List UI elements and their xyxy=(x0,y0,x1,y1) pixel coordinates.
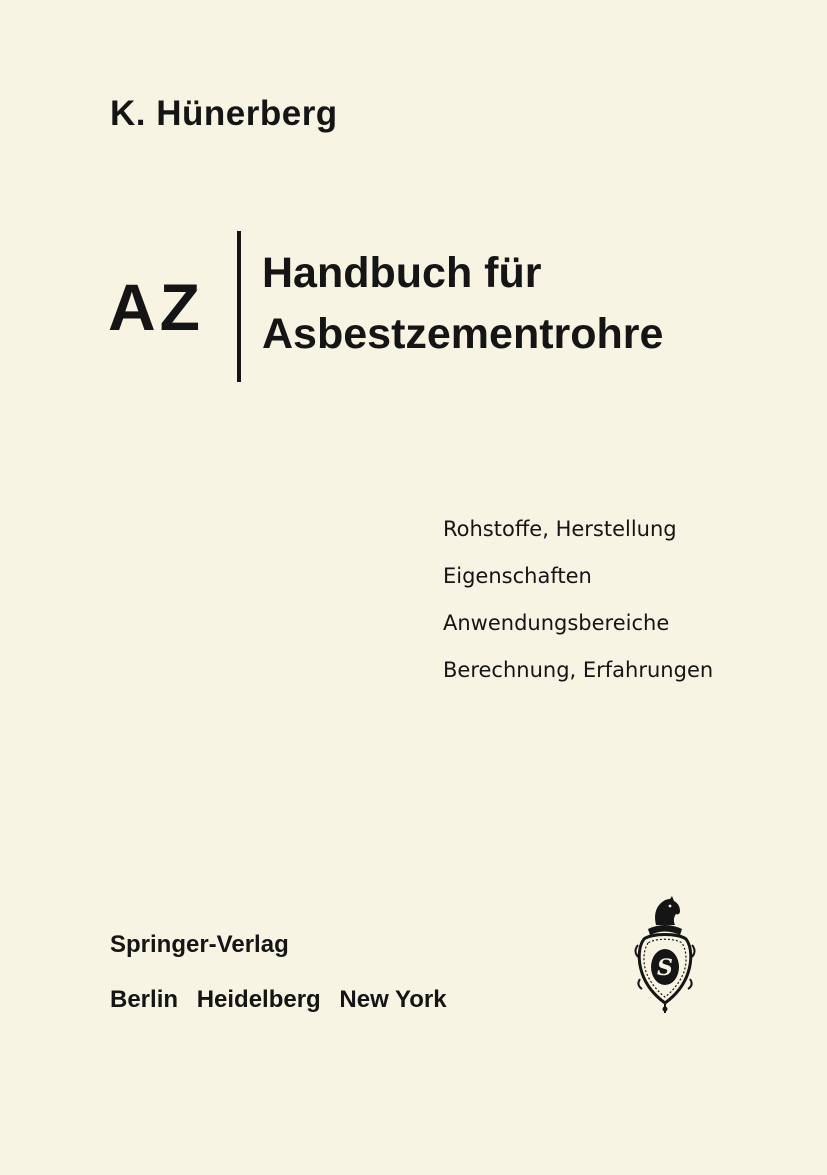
topics-list xyxy=(443,506,713,694)
springer-knight-logo-icon xyxy=(630,895,700,1015)
title-line-2: Asbestzementrohre xyxy=(262,310,664,358)
series-mark: AZ xyxy=(108,270,204,344)
publisher-places xyxy=(110,988,459,1012)
topic-item: Anwendungsbereiche xyxy=(443,611,670,635)
topic-item: Berechnung, Erfahrungen xyxy=(443,658,714,682)
logo-monogram: S xyxy=(657,955,673,981)
title-divider xyxy=(237,231,241,382)
place-new-york: New York xyxy=(339,986,447,1013)
place-berlin: Berlin xyxy=(110,986,179,1013)
author-name: K. Hünerberg xyxy=(110,94,338,133)
publisher-name: Springer-Verlag xyxy=(110,931,289,958)
title-line-1: Handbuch für xyxy=(262,249,542,297)
topic-item: Eigenschaften xyxy=(443,564,592,588)
place-heidelberg: Heidelberg xyxy=(196,986,321,1013)
book-title xyxy=(262,243,663,365)
topic-item: Rohstoffe, Herstellung xyxy=(443,517,677,541)
